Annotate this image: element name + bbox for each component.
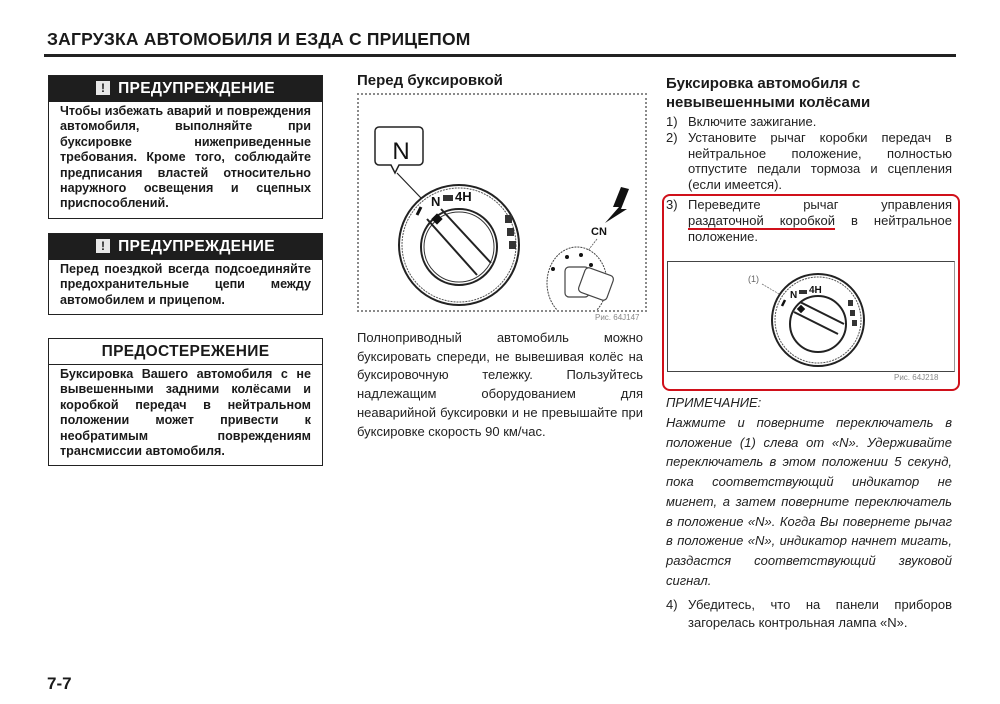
towing-paragraph: Полноприводный автомобиль можно буксировать спереди, не вывешивая колёс на буксировочную тележку. Пользуйтесь надлежащим оборудованием для неаварийной буксировки и не превышайте при буксировке скорость 90 км/час. — [357, 330, 643, 439]
warning-heading — [49, 234, 322, 260]
title-rule — [44, 54, 956, 57]
figure-caption: Рис. 64J218 — [894, 373, 939, 382]
step-text-part: в нейтральное положение. — [688, 212, 952, 244]
note-text: Нажмите и поверните переключатель в положение (1) слева от «N». Удерживайте переключатель в этом положении 5 секунд, пока соответствующий индикатор не мигнет, а затем поверните переключатель в положение «N». Когда Вы повернете рычаг в положение «N», индикатор начнет мигать, раздастся соответствующий звуковой сигнал. — [666, 415, 952, 588]
warning-box-1 — [48, 75, 323, 219]
transfer-switch-illustration — [359, 95, 645, 310]
dial-mark-right — [509, 241, 516, 249]
step-text-part: Переведите рычаг управления — [688, 197, 952, 212]
connector-label: CN — [591, 226, 607, 238]
exclamation-icon: ! — [96, 239, 110, 253]
dial-label-n: N — [790, 290, 798, 301]
step-number: 3) — [666, 197, 678, 212]
callout-label: N — [392, 138, 410, 165]
exclamation-icon: ! — [96, 81, 110, 95]
caution-text: Буксировка Вашего автомобиля с не вывешенными задними колёсами и коробкой передач в нейтральном положении может привести к необратимым повреждениям трансмиссии автомобиля. — [60, 367, 311, 459]
step-1 — [666, 114, 952, 130]
step-text: Включите зажигание. — [688, 114, 817, 129]
dial-mark-right — [507, 228, 514, 236]
note-title: ПРИМЕЧАНИЕ: — [666, 395, 762, 410]
warning-heading-text: ПРЕДУПРЕЖДЕНИЕ — [118, 238, 275, 255]
dial-label-4h: 4H — [809, 285, 822, 296]
connector-pin — [565, 255, 569, 259]
red-highlight-frame — [662, 194, 960, 391]
step-2 — [666, 130, 952, 193]
warning-heading-text: ПРЕДУПРЕЖДЕНИЕ — [118, 80, 275, 97]
highlighted-term: раздаточной коробкой — [688, 212, 836, 228]
connector-pin — [589, 263, 593, 267]
warning-heading — [49, 76, 322, 102]
warning-text: Чтобы избежать аварий и повреждения автомобиля, выполняйте при буксировке нижеприведенные требования. Кроме того, соблюдайте предписания властей относительно наружного освещения и сцепных приспособлений. — [60, 104, 311, 211]
step-4 — [666, 596, 952, 632]
callout-pointer — [397, 173, 421, 198]
step-number: 4) — [666, 597, 678, 612]
dial-label-n: N — [431, 194, 441, 209]
warning-box-2 — [48, 233, 323, 315]
caution-heading: ПРЕДОСТЕРЕЖЕНИЕ — [49, 339, 322, 365]
steps-list — [666, 114, 952, 193]
dial-mark-right — [505, 215, 512, 223]
position-callout-label: (1) — [748, 274, 759, 284]
section-heading-before-towing: Перед буксировкой — [357, 72, 503, 89]
step-text: Убедитесь, что на панели приборов загорелась контрольная лампа «N». — [688, 597, 952, 630]
figure-caption: Рис. 64J147 — [595, 313, 640, 322]
section-heading-flat-towing: Буксировка автомобиля с невывешенными колёсами — [666, 75, 871, 111]
caution-box — [48, 338, 323, 466]
arrow-icon — [605, 187, 629, 223]
connector-pin — [551, 267, 555, 271]
page-number: 7-7 — [47, 674, 72, 693]
dial-mark-lock — [443, 195, 453, 201]
connector-pin — [579, 253, 583, 257]
step-text: Установите рычаг коробки передач в нейтральное положение, полностью отпустите педали тормоза и сцепления (если имеется). — [688, 129, 952, 193]
step-number: 2) — [666, 129, 678, 145]
page-title: ЗАГРУЗКА АВТОМОБИЛЯ И ЕЗДА С ПРИЦЕПОМ — [47, 29, 471, 49]
step-number: 1) — [666, 114, 678, 129]
figure-transfer-switch — [357, 93, 647, 312]
warning-text: Перед поездкой всегда подсоединяйте предохранительные цепи между автомобилем и прицепом. — [60, 262, 311, 307]
dial-label-4h: 4H — [455, 189, 472, 204]
dial-knob — [421, 209, 497, 285]
